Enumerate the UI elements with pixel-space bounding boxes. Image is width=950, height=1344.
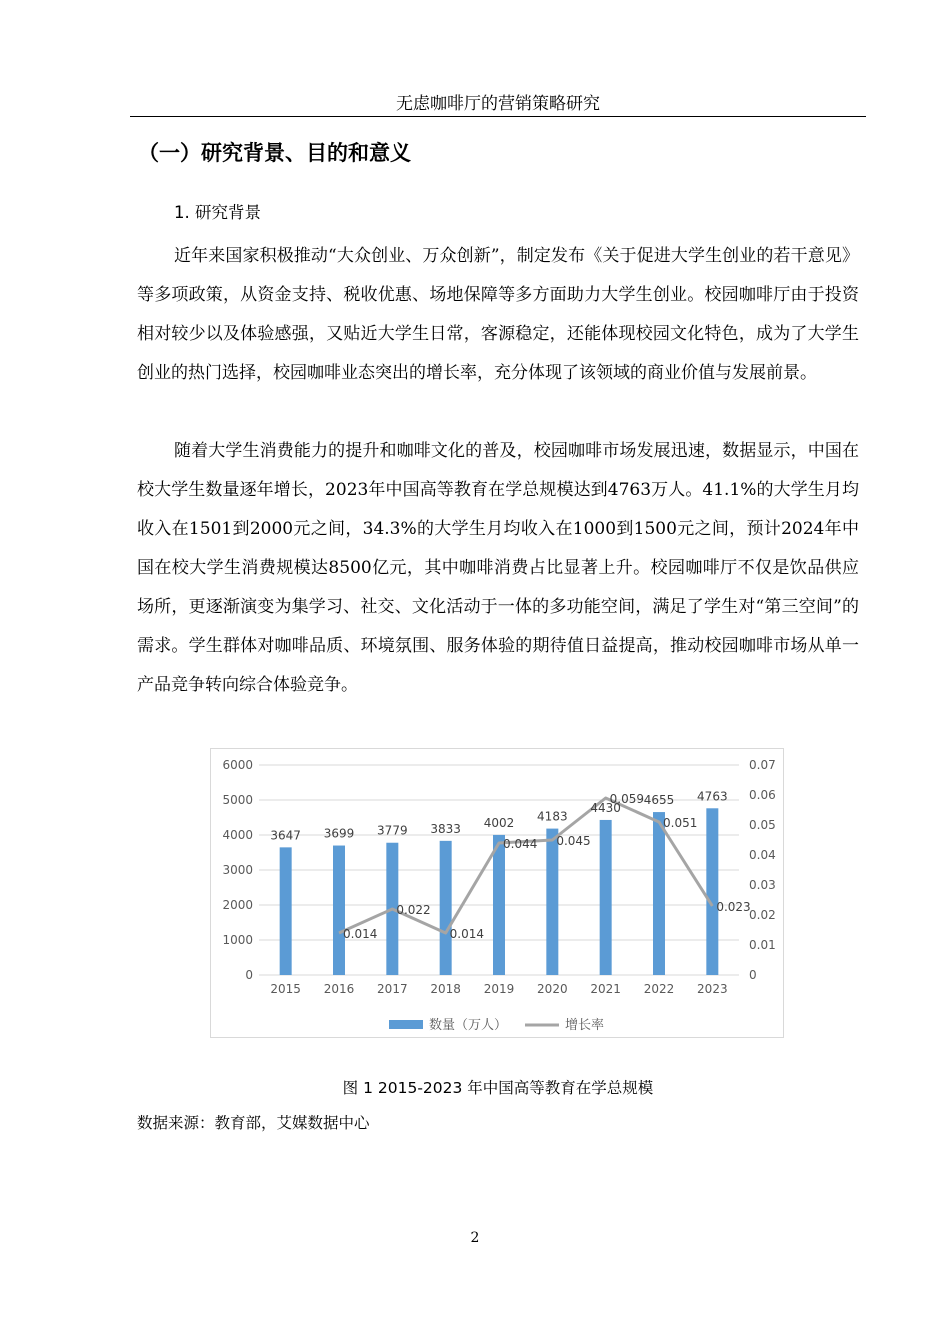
y-left-tick-label: 6000 (222, 758, 253, 772)
bar-value-label: 3647 (270, 828, 301, 843)
growth-rate-value-label: 0.022 (396, 903, 431, 917)
bar-value-label: 3779 (377, 823, 408, 838)
bar-value-label: 4655 (643, 793, 675, 808)
bar (706, 808, 718, 975)
y-right-tick-label: 0.06 (749, 788, 776, 802)
y-right-tick-label: 0.04 (749, 848, 776, 862)
y-left-tick-label: 1000 (222, 933, 253, 947)
page-number: 2 (470, 1230, 480, 1246)
growth-rate-value-label: 0.014 (343, 927, 378, 941)
x-tick-label: 2018 (430, 982, 461, 996)
bar-value-label: 3833 (430, 821, 461, 836)
y-right-tick-label: 0.05 (749, 818, 776, 832)
y-left-tick-label: 5000 (222, 793, 253, 807)
bar (493, 835, 505, 975)
chart-container (210, 748, 784, 1038)
subsection-heading: 1. 研究背景 (174, 203, 261, 222)
y-left-tick-label: 2000 (222, 898, 253, 912)
x-tick-label: 2015 (270, 982, 301, 996)
bar-value-label: 3699 (323, 826, 355, 841)
growth-rate-value-label: 0.045 (556, 834, 591, 848)
y-right-tick-label: 0.03 (749, 878, 776, 892)
x-tick-label: 2021 (590, 982, 621, 996)
bar (333, 846, 345, 975)
legend-bar-swatch (389, 1020, 423, 1029)
y-left-tick-label: 4000 (222, 828, 253, 842)
bar-value-label: 4183 (537, 809, 568, 824)
x-tick-label: 2017 (377, 982, 408, 996)
growth-rate-value-label: 0.059 (609, 792, 645, 806)
x-tick-label: 2019 (483, 982, 515, 996)
y-right-tick-label: 0.02 (749, 908, 776, 922)
x-tick-label: 2020 (537, 982, 568, 996)
y-right-tick-label: 0.07 (749, 758, 776, 772)
legend (389, 1017, 604, 1033)
bar (440, 841, 452, 975)
data-source-note: 数据来源：教育部，艾媒数据中心 (137, 1114, 370, 1132)
combo-chart (211, 749, 785, 1039)
x-tick-label: 2023 (697, 982, 728, 996)
y-axis-right (749, 758, 776, 982)
figure-caption: 图 1 2015-2023 年中国高等教育在学总规模 (342, 1079, 654, 1097)
bar-value-label: 4763 (697, 789, 728, 804)
y-right-tick-label: 0.01 (749, 938, 776, 952)
y-axis-left (222, 758, 253, 982)
legend-bar-label: 数量（万人） (429, 1018, 508, 1033)
body-paragraph: 近年来国家积极推动“大众创业、万众创新”，制定发布《关于促进大学生创业的若干意见》等多项政策，从资金支持、税收优惠、场地保障等多方面助力大学生创业。校园咖啡厅由于投资相对较少以及体验感强，又贴近大学生日常，客源稳定，还能体现校园文化特色，成为了大学生创业的热门选择，校园咖啡业态突出的增长率，充分体现了该领域的商业价值与发展前景。 (137, 246, 859, 383)
body-paragraph: 随着大学生消费能力的提升和咖啡文化的普及，校园咖啡市场发展迅速，数据显示，中国在校大学生数量逐年增长，2023年中国高等教育在学总规模达到4763万人。41.1%的大学生月均收入在1501到2000元之间，34.3%的大学生月均收入在1000到1500元之间，预计2024年中国在校大学生消费规模达8500亿元，其中咖啡消费占比显著上升。校园咖啡厅不仅是饮品供应场所，更逐渐演变为集学习、社交、文化活动于一体的多功能空间，满足了学生对“第三空间”的需求。学生群体对咖啡品质、环境氛围、服务体验的期待值日益提高，推动校园咖啡市场从单一产品竞争转向综合体验竞争。 (137, 441, 859, 695)
running-header-title: 无虑咖啡厅的营销策略研究 (396, 94, 600, 114)
header-rule (130, 116, 866, 117)
y-left-tick-label: 3000 (222, 863, 253, 877)
bar-value-label: 4002 (483, 815, 515, 830)
growth-rate-value-label: 0.023 (716, 900, 751, 914)
x-tick-label: 2022 (643, 982, 675, 996)
growth-rate-value-label: 0.014 (449, 927, 485, 941)
bar (546, 829, 558, 975)
bar (653, 812, 665, 975)
bar-value-label: 4430 (590, 800, 621, 815)
y-left-tick-label: 0 (245, 968, 253, 982)
y-right-tick-label: 0 (749, 968, 757, 982)
x-tick-label: 2016 (323, 982, 355, 996)
bar (280, 847, 292, 975)
legend-line-label: 增长率 (565, 1018, 605, 1033)
x-axis (270, 982, 727, 996)
growth-rate-value-label: 0.044 (503, 837, 538, 851)
bar (600, 820, 612, 975)
growth-rate-value-label: 0.051 (663, 816, 698, 830)
section-heading: （一）研究背景、目的和意义 (138, 141, 411, 165)
